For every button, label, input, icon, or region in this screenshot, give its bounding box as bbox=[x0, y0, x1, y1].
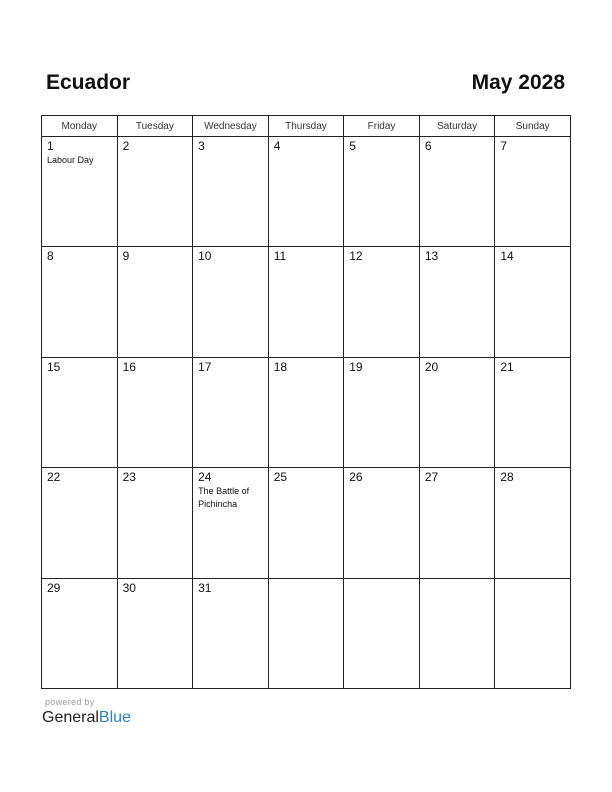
day-cell bbox=[419, 468, 495, 578]
day-number: 18 bbox=[273, 359, 288, 374]
day-cell bbox=[117, 357, 193, 467]
footer-branding bbox=[42, 697, 131, 728]
day-cell bbox=[117, 137, 193, 247]
day-number: 4 bbox=[273, 139, 281, 153]
day-cell bbox=[495, 468, 571, 578]
generalblue-logo[interactable] bbox=[42, 708, 131, 728]
day-number: 9 bbox=[122, 249, 130, 264]
weekday-header: Thursday bbox=[268, 116, 344, 137]
day-cell bbox=[495, 137, 571, 247]
day-cell bbox=[117, 468, 193, 578]
weekday-header-row bbox=[42, 116, 571, 137]
calendar-grid bbox=[41, 115, 571, 689]
holiday-label: Labour Day bbox=[47, 155, 94, 165]
day-cell bbox=[419, 357, 495, 467]
week-row bbox=[42, 468, 571, 578]
day-cell bbox=[117, 247, 193, 357]
weekday-header: Friday bbox=[344, 116, 420, 137]
day-cell bbox=[344, 247, 420, 357]
week-row bbox=[42, 578, 571, 688]
day-number: 25 bbox=[273, 470, 288, 485]
day-cell-empty bbox=[344, 578, 420, 688]
day-cell bbox=[42, 357, 118, 467]
day-number: 19 bbox=[349, 359, 363, 374]
day-number bbox=[349, 581, 414, 595]
weekday-header: Saturday bbox=[419, 116, 495, 137]
day-number: 16 bbox=[122, 359, 136, 374]
day-number: 8 bbox=[47, 249, 54, 264]
day-number: 21 bbox=[500, 359, 514, 374]
day-number bbox=[500, 581, 565, 595]
weekday-header: Tuesday bbox=[117, 116, 193, 137]
day-cell bbox=[344, 468, 420, 578]
day-cell bbox=[268, 137, 344, 247]
day-cell bbox=[42, 137, 118, 247]
day-number: 31 bbox=[198, 580, 212, 595]
day-number bbox=[274, 581, 339, 595]
day-cell-empty bbox=[268, 578, 344, 688]
day-cell bbox=[344, 357, 420, 467]
country-title: Ecuador bbox=[46, 71, 131, 94]
day-cell bbox=[193, 137, 269, 247]
logo-text-general: General bbox=[42, 709, 99, 726]
day-cell bbox=[193, 357, 269, 467]
day-number: 5 bbox=[349, 139, 356, 153]
day-number bbox=[425, 581, 490, 595]
day-cell-empty bbox=[495, 578, 571, 688]
day-number: 10 bbox=[198, 249, 212, 264]
day-number: 14 bbox=[500, 249, 514, 264]
week-row bbox=[42, 137, 571, 247]
powered-by-text: powered by bbox=[45, 697, 95, 707]
day-cell bbox=[268, 247, 344, 357]
day-cell bbox=[193, 468, 269, 578]
holiday-label: The Battle of Pichincha bbox=[198, 486, 250, 510]
day-number: 23 bbox=[122, 470, 136, 485]
day-cell bbox=[193, 578, 269, 688]
day-number: 22 bbox=[47, 470, 61, 485]
logo-text-blue: Blue bbox=[98, 709, 131, 726]
day-number: 24 bbox=[198, 470, 212, 485]
day-cell bbox=[344, 137, 420, 247]
day-cell bbox=[193, 247, 269, 357]
weekday-header: Sunday bbox=[495, 116, 571, 137]
day-cell bbox=[117, 578, 193, 688]
week-row bbox=[42, 357, 571, 467]
day-number: 27 bbox=[424, 470, 439, 485]
day-cell bbox=[42, 247, 118, 357]
day-number: 30 bbox=[122, 580, 136, 595]
weekday-header: Wednesday bbox=[193, 116, 269, 137]
day-number: 26 bbox=[349, 470, 363, 485]
day-number: 29 bbox=[47, 580, 61, 595]
day-cell-empty bbox=[419, 578, 495, 688]
day-number: 12 bbox=[349, 249, 363, 264]
weekday-header: Monday bbox=[42, 116, 118, 137]
day-number: 20 bbox=[424, 359, 439, 374]
day-number: 3 bbox=[198, 139, 205, 153]
day-number: 6 bbox=[424, 139, 432, 153]
day-number: 2 bbox=[122, 139, 130, 153]
month-year-title: May 2028 bbox=[471, 71, 565, 94]
day-cell bbox=[268, 468, 344, 578]
day-cell bbox=[419, 137, 495, 247]
day-number: 7 bbox=[500, 139, 508, 153]
day-cell bbox=[42, 578, 118, 688]
day-cell bbox=[42, 468, 118, 578]
day-cell bbox=[495, 247, 571, 357]
day-number: 28 bbox=[500, 470, 514, 485]
day-number: 11 bbox=[273, 249, 287, 264]
day-cell bbox=[495, 357, 571, 467]
week-row bbox=[42, 247, 571, 357]
day-cell bbox=[419, 247, 495, 357]
day-number: 1 bbox=[47, 139, 54, 153]
day-cell bbox=[268, 357, 344, 467]
day-number: 17 bbox=[198, 359, 212, 374]
day-number: 15 bbox=[47, 359, 61, 374]
day-number: 13 bbox=[424, 249, 439, 264]
